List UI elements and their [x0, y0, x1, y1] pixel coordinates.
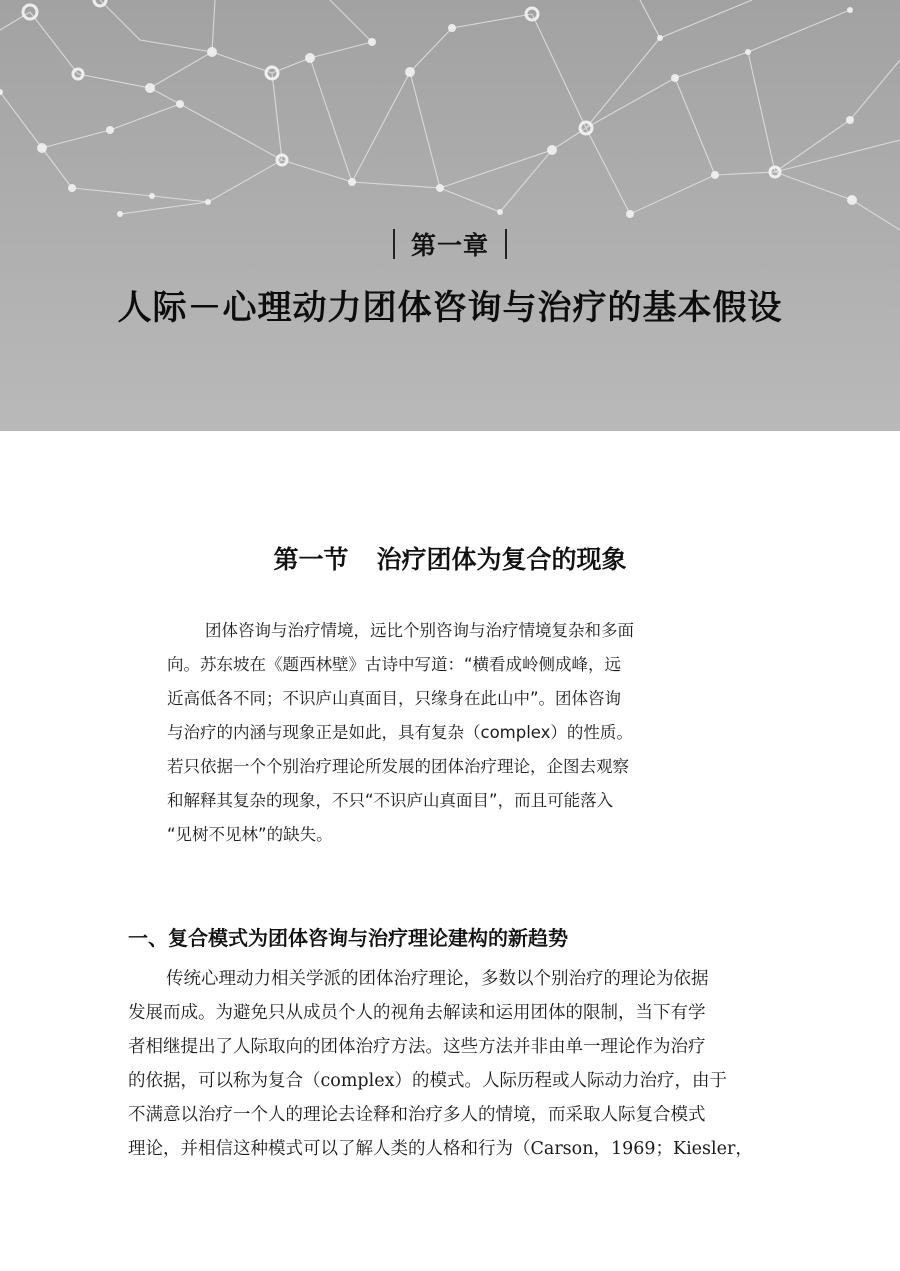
chapter-title: 人际－心理动力团体咨询与治疗的基本假设	[117, 288, 783, 328]
intro-line: 与治疗的内涵与现象正是如此，具有复杂（complex）的性质。	[167, 723, 633, 742]
subsection-heading: 一、复合模式为团体咨询与治疗理论建构的新趋势	[128, 926, 568, 950]
body-line: 发展而成。为避免只从成员个人的视角去解读和运用团体的限制，当下有学	[128, 1003, 706, 1023]
chapter-label-bar-right	[505, 229, 507, 259]
body-line: 者相继提出了人际取向的团体治疗方法。这些方法并非由单一理论作为治疗	[128, 1037, 706, 1057]
chapter-label	[0, 226, 900, 262]
intro-line: 和解释其复杂的现象，不只“不识庐山真面目”，而且可能落入	[167, 791, 614, 810]
body-line: 传统心理动力相关学派的团体治疗理论，多数以个别治疗的理论为依据	[166, 969, 709, 989]
network-decoration	[0, 0, 900, 431]
body-line: 的依据，可以称为复合（complex）的模式。人际历程或人际动力治疗，由于	[128, 1071, 727, 1091]
section-title	[0, 540, 900, 576]
body-paragraph	[128, 962, 775, 1166]
chapter-label-bar-left	[393, 229, 395, 259]
intro-line: 团体咨询与治疗情境，远比个别咨询与治疗情境复杂和多面	[205, 621, 634, 640]
section-number: 第一节	[273, 545, 349, 574]
intro-line: 近高低各不同；不识庐山真面目，只缘身在此山中”。团体咨询	[167, 689, 622, 708]
intro-line: 向。苏东坡在《题西林壁》古诗中写道：“横看成岭侧成峰，远	[167, 655, 622, 674]
body-line: 不满意以治疗一个人的理论去诠释和治疗多人的情境，而采取人际复合模式	[128, 1105, 706, 1125]
chapter-banner	[0, 0, 900, 431]
section-title-text: 治疗团体为复合的现象	[376, 545, 627, 574]
intro-line: 若只依据一个个别治疗理论所发展的团体治疗理论，企图去观察	[167, 757, 629, 776]
intro-paragraph	[167, 614, 741, 852]
intro-line: “见树不见林”的缺失。	[167, 825, 333, 844]
chapter-label-text: 第一章	[410, 231, 489, 260]
body-line: 理论，并相信这种模式可以了解人类的人格和行为（Carson，1969；Kiesler，	[128, 1139, 753, 1159]
